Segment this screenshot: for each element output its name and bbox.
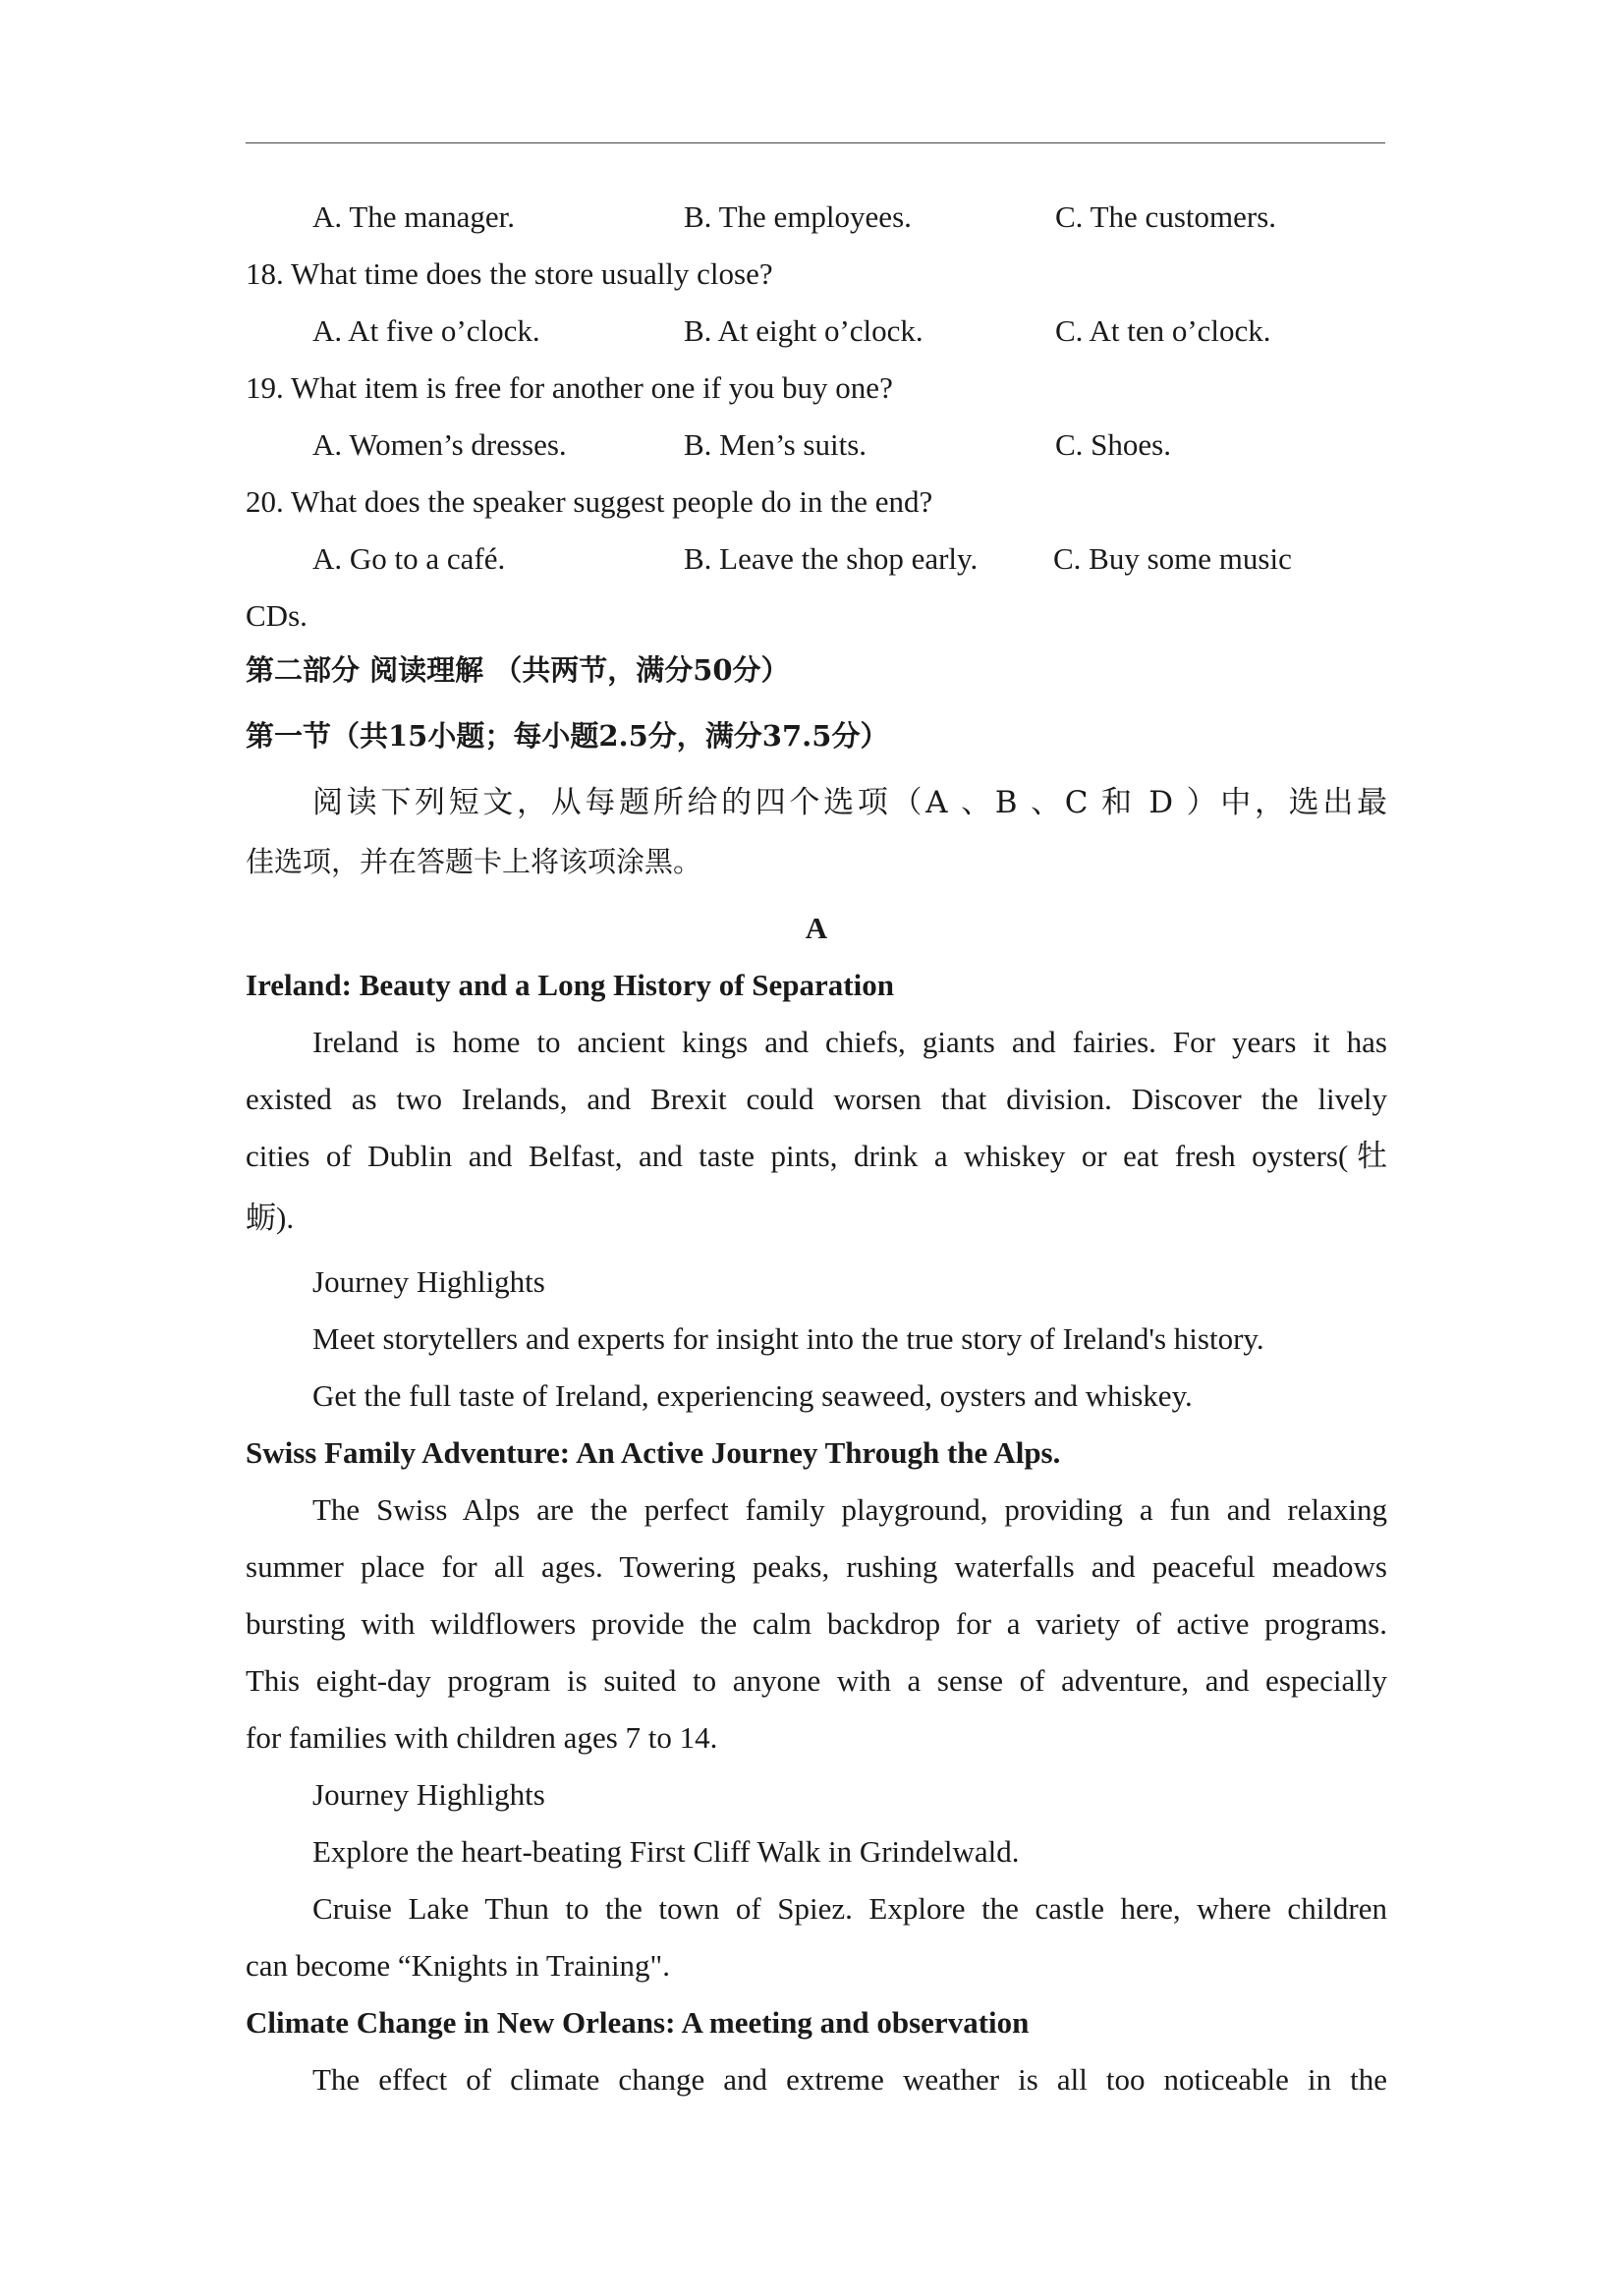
ireland-paragraph-line-1: Ireland is home to ancient kings and chiefs, giants and fairies. For years it has [312,1025,1387,1059]
q19-option-b: B. Men’s suits. [684,427,867,462]
swiss-highlight-2-line-1: Cruise Lake Thun to the town of Spiez. Explore the castle here, where children [312,1891,1387,1926]
ireland-paragraph-line-4: 蛎). [246,1201,295,1235]
q20-option-c: C. Buy some music [1053,541,1292,576]
swiss-title: Swiss Family Adventure: An Active Journey Through the Alps. [246,1435,1061,1470]
q18-option-a: A. At five o’clock. [312,313,540,348]
swiss-highlights-title: Journey Highlights [312,1777,545,1812]
q20-stem: 20. What does the speaker suggest people do in the end? [246,484,933,519]
ireland-title: Ireland: Beauty and a Long History of Separation [246,968,894,1002]
q20-option-b: B. Leave the shop early. [684,541,979,576]
q20-option-a: A. Go to a café. [312,541,506,576]
q17-option-c: C. The customers. [1055,199,1277,234]
swiss-paragraph-line-3: bursting with wildflowers provide the calm backdrop for a variety of active programs. [246,1606,1387,1641]
section1-heading: 第一节（共15小题；每小题2.5分，满分37.5分） [246,719,889,753]
passage-letter: A [805,911,828,945]
part2-heading: 第二部分 阅读理解 （共两节，满分50分） [246,653,790,687]
swiss-paragraph-line-2: summer place for all ages. Towering peaks, rushing waterfalls and peaceful meadows [246,1549,1387,1584]
climate-paragraph-line-1: The effect of climate change and extreme weather is all too noticeable in the [312,2062,1387,2097]
q19-option-c: C. Shoes. [1055,427,1171,462]
q19-stem: 19. What item is free for another one if you buy one? [246,370,893,405]
swiss-paragraph-line-1: The Swiss Alps are the perfect family playground, providing a fun and relaxing [312,1492,1387,1527]
ireland-highlight-2: Get the full taste of Ireland, experiencing seaweed, oysters and whiskey. [312,1378,1193,1413]
instruction-line-2: 佳选项，并在答题卡上将该项涂黑。 [246,845,702,878]
ireland-paragraph-line-3: cities of Dublin and Belfast, and taste pints, drink a whiskey or eat fresh oysters(牡 [246,1139,1387,1173]
q19-option-a: A. Women’s dresses. [312,427,567,462]
swiss-paragraph-line-4: This eight-day program is suited to anyone with a sense of adventure, and especially [246,1663,1387,1698]
q20-option-c-continued: CDs. [246,598,308,633]
swiss-highlight-1: Explore the heart-beating First Cliff Walk in Grindelwald. [312,1834,1020,1869]
header-rule [246,142,1385,143]
swiss-paragraph-line-5: for families with children ages 7 to 14. [246,1720,718,1755]
climate-title: Climate Change in New Orleans: A meeting and observation [246,2005,1030,2040]
q18-option-c: C. At ten o’clock. [1055,313,1271,348]
swiss-highlight-2-line-2: can become “Knights in Training". [246,1948,670,1983]
ireland-highlights-title: Journey Highlights [312,1264,545,1299]
q17-option-a: A. The manager. [312,199,516,234]
q18-stem: 18. What time does the store usually close? [246,256,773,291]
ireland-paragraph-line-2: existed as two Irelands, and Brexit could worsen that division. Discover the lively [246,1082,1387,1116]
ireland-highlight-1: Meet storytellers and experts for insight into the true story of Ireland's history. [312,1321,1264,1356]
instruction-line-1: 阅读下列短文，从每题所给的四个选项（A 、B 、C 和 D ）中，选出最 [312,785,1387,820]
q18-option-b: B. At eight o’clock. [684,313,923,348]
q17-option-b: B. The employees. [684,199,912,234]
